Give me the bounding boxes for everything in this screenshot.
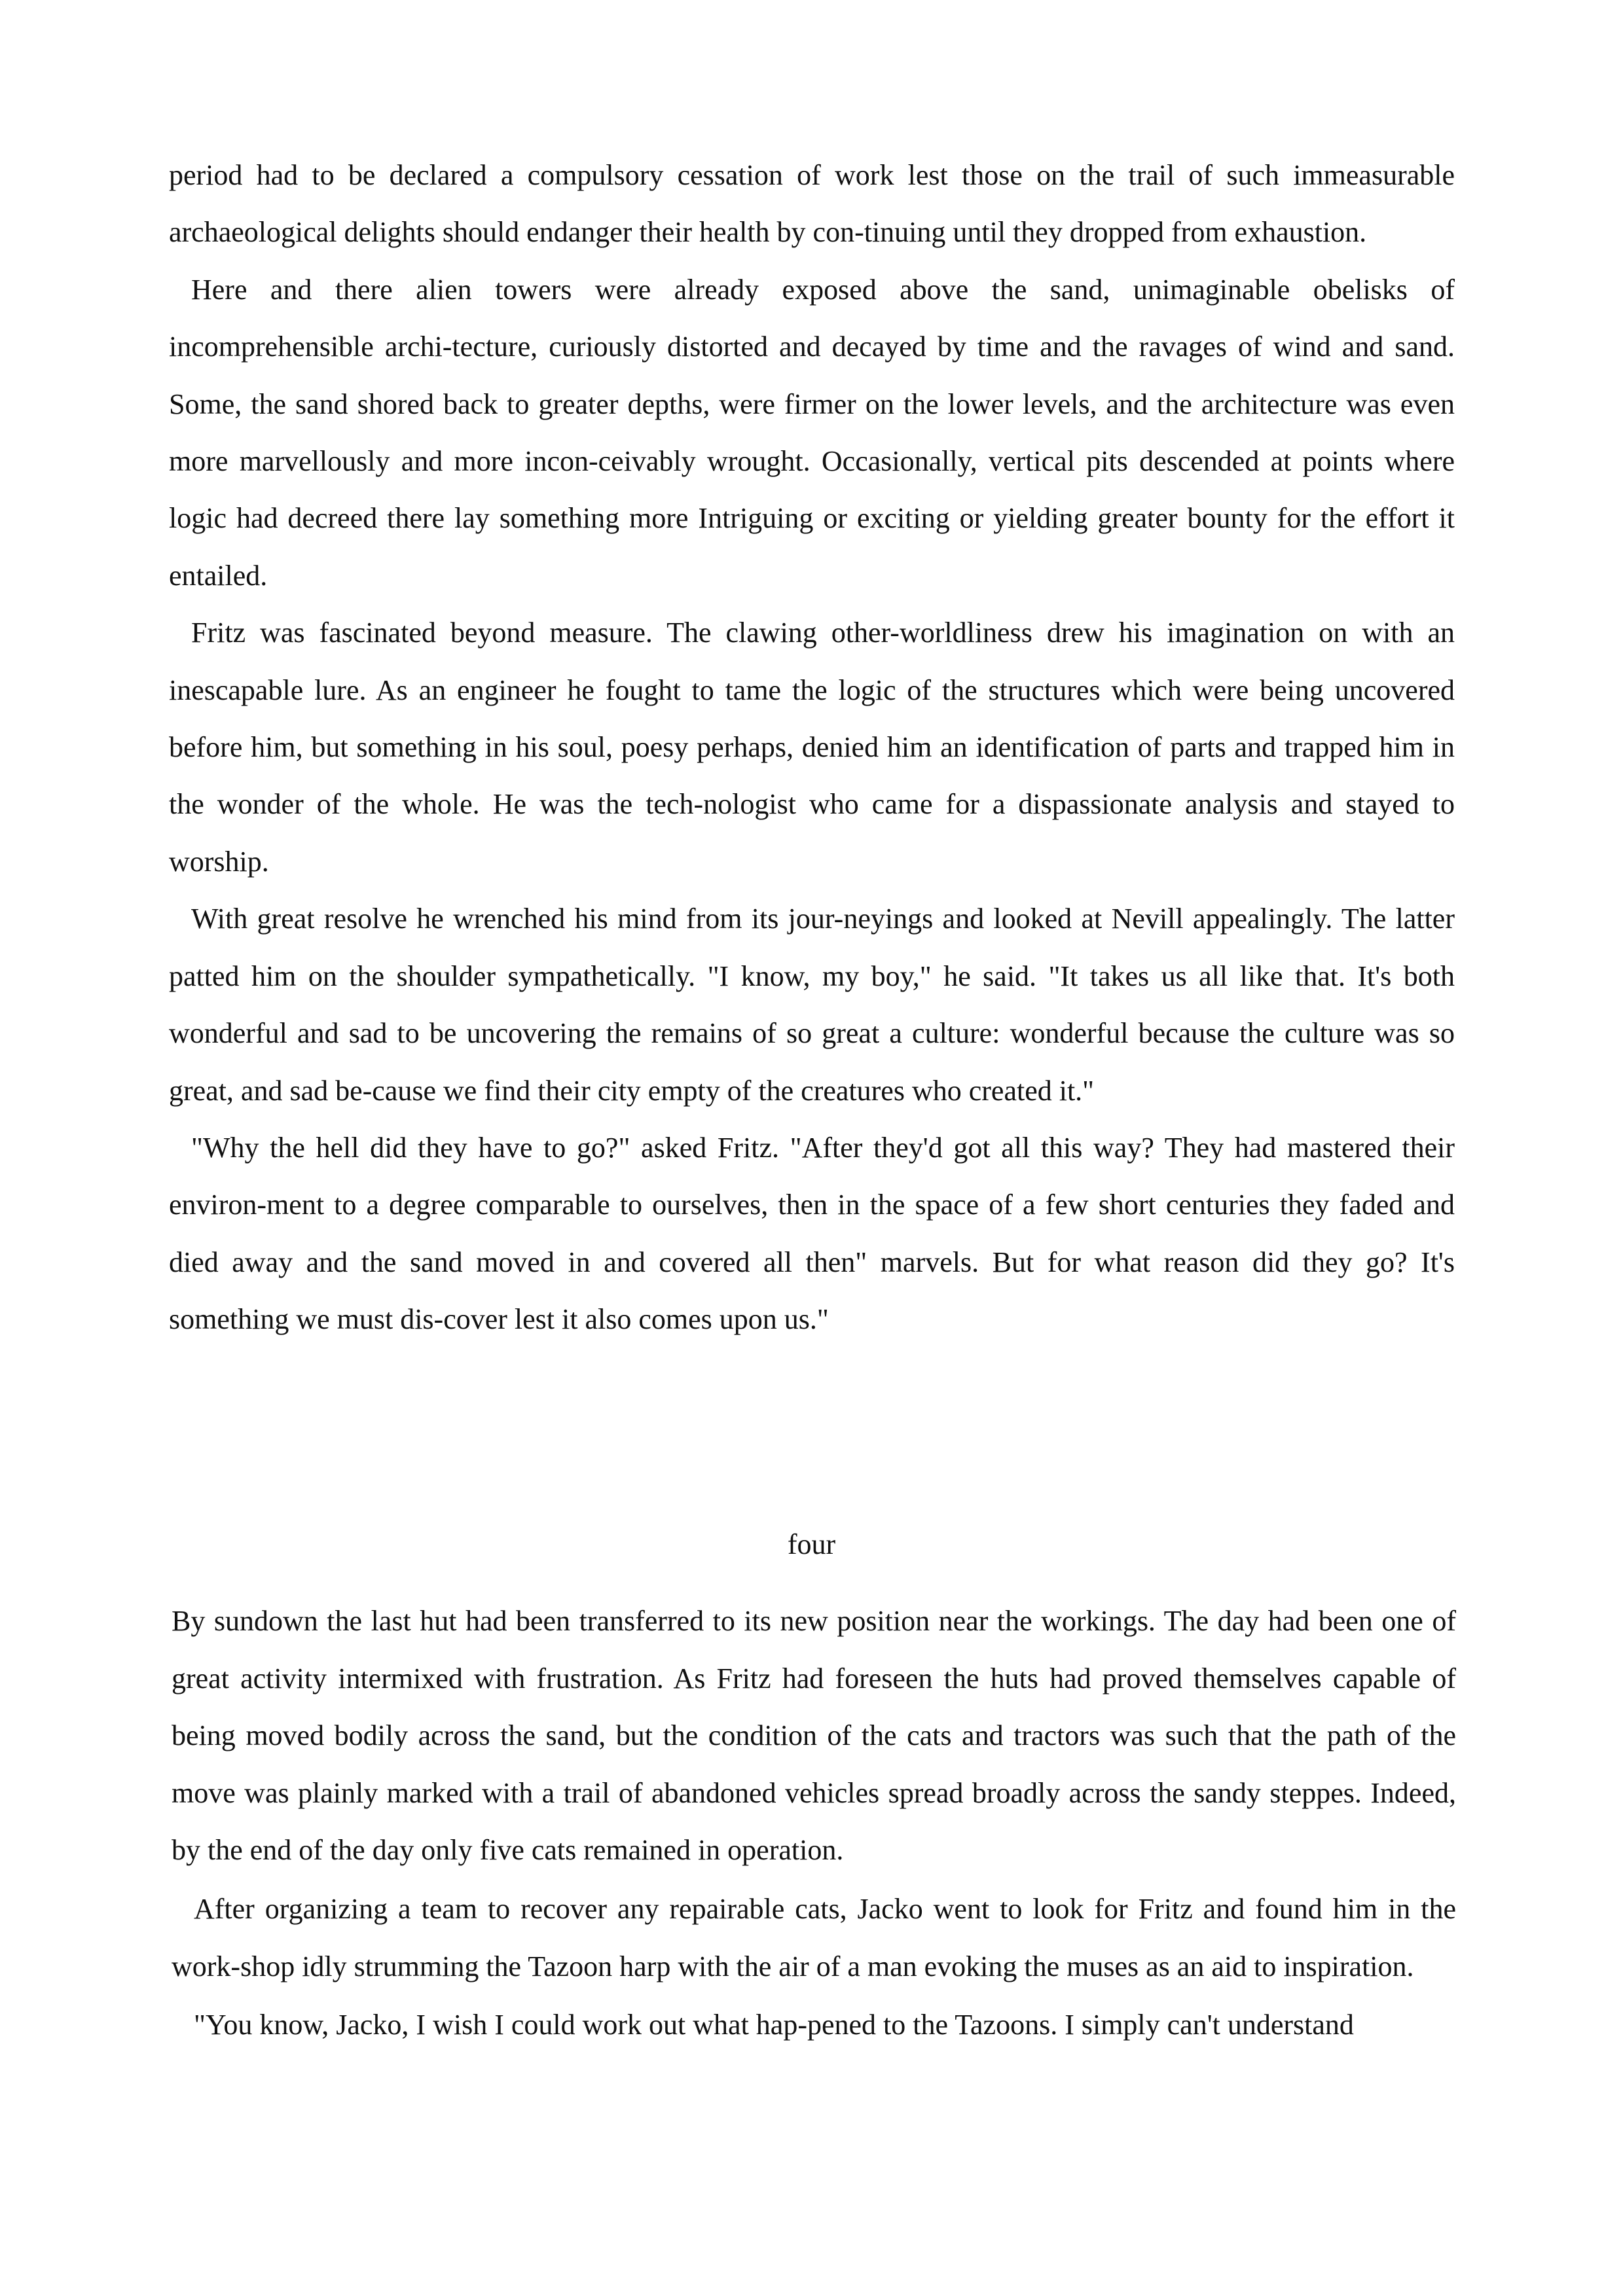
paragraph: "You know, Jacko, I wish I could work out what hap-pened to the Tazoons. I simply can't understand [194, 2009, 1354, 2041]
paragraph: After organizing a team to recover any repairable cats, Jacko went to look for Fritz and found him in the work-shop idly strumming the Tazoon harp with the air of a man evoking the muses as an aid to inspiration. [172, 1892, 1456, 1982]
paragraph: Fritz was fascinated beyond measure. The clawing other-worldliness drew his imagination on with an inescapable lure. As an engineer he fought to tame the logic of the structures which were being uncovered before him, but something in his soul, poesy perhaps, denied him an identification of parts and trapped him in the wonder of the whole. He was the tech-nologist who came for a dispassionate analysis and stayed to worship. [169, 617, 1455, 878]
paragraph: period had to be declared a compulsory cessation of work lest those on the trail of such immeasurable archaeological delights should endanger their health by con-tinuing until they dropped from exhaustion. [169, 159, 1455, 249]
text-section-after [172, 1592, 1456, 2054]
paragraph: Here and there alien towers were already exposed above the sand, unimaginable obelisks of incomprehensible archi-tecture, curiously distorted and decayed by time and the ravages of wind and sand. Some, the sand shored back to greater depths, were firmer on the lower levels, and the architecture was even more marvellously and more incon-ceivably wrought. Occasionally, vertical pits descended at points where logic had decreed there lay something more Intriguing or exciting or yielding greater bounty for the effort it entailed. [169, 273, 1455, 592]
paragraph: "Why the hell did they have to go?" asked Fritz. "After they'd got all this way? They had mastered their environ-ment to a degree comparable to ourselves, then in the space of a few short centuries they faded and died away and the sand moved in and covered all then" marvels. But for what reason did they go? It's something we must dis-cover lest it also comes upon us." [169, 1131, 1455, 1336]
paragraph: By sundown the last hut had been transferred to its new position near the workings. The day had been one of great activity intermixed with frustration. As Fritz had foreseen the huts had proved themselves capable of being moved bodily across the sand, but the condition of the cats and tractors was such that the path of the move was plainly marked with a trail of abandoned vehicles spread broadly across the sandy steppes. Indeed, by the end of the day only five cats remained in operation. [172, 1605, 1456, 1867]
paragraph: With great resolve he wrenched his mind from its jour-neyings and looked at Nevill appealingly. The latter patted him on the shoulder sympathetically. "I know, my boy," he said. "It takes us all like that. It's both wonderful and sad to be uncovering the remains of so great a culture: wonderful because the culture was so great, and sad be-cause we find their city empty of the creatures who created it." [169, 903, 1455, 1107]
text-section-before [169, 147, 1455, 1348]
chapter-heading: four [787, 1528, 836, 1560]
